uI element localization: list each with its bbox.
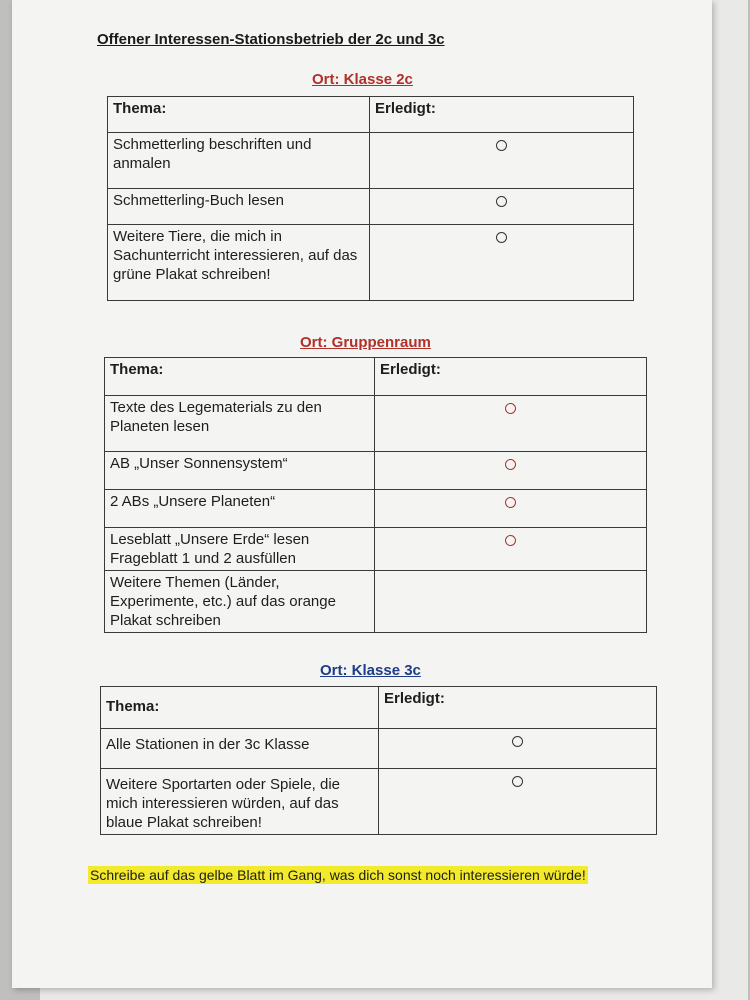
topic-cell: Weitere Themen (Länder, Experimente, etc.) auf das orange Plakat schreiben — [105, 571, 375, 633]
table-row — [108, 189, 634, 225]
document-title: Offener Interessen-Stationsbetrieb der 2c und 3c — [97, 31, 445, 48]
topic-cell: AB „Unser Sonnensystem“ — [105, 452, 375, 490]
done-cell — [375, 490, 647, 528]
column-header-done: Erledigt: — [379, 687, 657, 729]
checkbox-circle[interactable] — [496, 140, 507, 151]
done-cell — [375, 528, 647, 571]
checkbox-circle[interactable] — [496, 232, 507, 243]
table-row — [105, 396, 647, 452]
done-cell — [370, 189, 634, 225]
table-gruppenraum — [104, 357, 647, 633]
checkbox-circle[interactable] — [505, 459, 516, 470]
topic-cell: 2 ABs „Unsere Planeten“ — [105, 490, 375, 528]
table-row — [105, 528, 647, 571]
checkbox-circle[interactable] — [505, 403, 516, 414]
column-header-topic: Thema: — [108, 97, 370, 133]
topic-cell: Schmetterling beschriften und anmalen — [108, 133, 370, 189]
section-title-klasse-2c: Ort: Klasse 2c — [312, 71, 413, 88]
done-cell — [370, 133, 634, 189]
table-klasse-3c — [100, 686, 657, 835]
table-row — [101, 769, 657, 835]
table-row — [105, 571, 647, 633]
checkbox-circle[interactable] — [496, 196, 507, 207]
checkbox-circle[interactable] — [512, 736, 523, 747]
done-cell — [375, 396, 647, 452]
highlighted-instruction: Schreibe auf das gelbe Blatt im Gang, was dich sonst noch interessieren würde! — [90, 867, 586, 883]
table-row — [108, 133, 634, 189]
column-header-done: Erledigt: — [375, 358, 647, 396]
topic-cell: Leseblatt „Unsere Erde“ lesen Frageblatt 1 und 2 ausfüllen — [105, 528, 375, 571]
done-cell — [379, 769, 657, 835]
topic-cell: Schmetterling-Buch lesen — [108, 189, 370, 225]
topic-cell: Weitere Sportarten oder Spiele, die mich interessieren würden, auf das blaue Plakat schreiben! — [101, 769, 379, 835]
topic-cell: Texte des Legematerials zu den Planeten lesen — [105, 396, 375, 452]
section-title-klasse-3c: Ort: Klasse 3c — [320, 662, 421, 679]
checkbox-circle[interactable] — [505, 535, 516, 546]
table-row — [108, 225, 634, 301]
table-row — [105, 452, 647, 490]
column-header-topic: Thema: — [105, 358, 375, 396]
table-row — [105, 490, 647, 528]
checkbox-circle[interactable] — [512, 776, 523, 787]
topic-cell: Alle Stationen in der 3c Klasse — [101, 729, 379, 769]
section-title-gruppenraum: Ort: Gruppenraum — [300, 334, 431, 351]
column-header-topic: Thema: — [101, 687, 379, 729]
checkbox-circle[interactable] — [505, 497, 516, 508]
done-cell — [375, 571, 647, 633]
done-cell — [370, 225, 634, 301]
done-cell — [375, 452, 647, 490]
done-cell — [379, 729, 657, 769]
column-header-done: Erledigt: — [370, 97, 634, 133]
table-klasse-2c — [107, 96, 634, 301]
table-row — [101, 729, 657, 769]
topic-cell: Weitere Tiere, die mich in Sachunterricht interessieren, auf das grüne Plakat schreiben! — [108, 225, 370, 301]
